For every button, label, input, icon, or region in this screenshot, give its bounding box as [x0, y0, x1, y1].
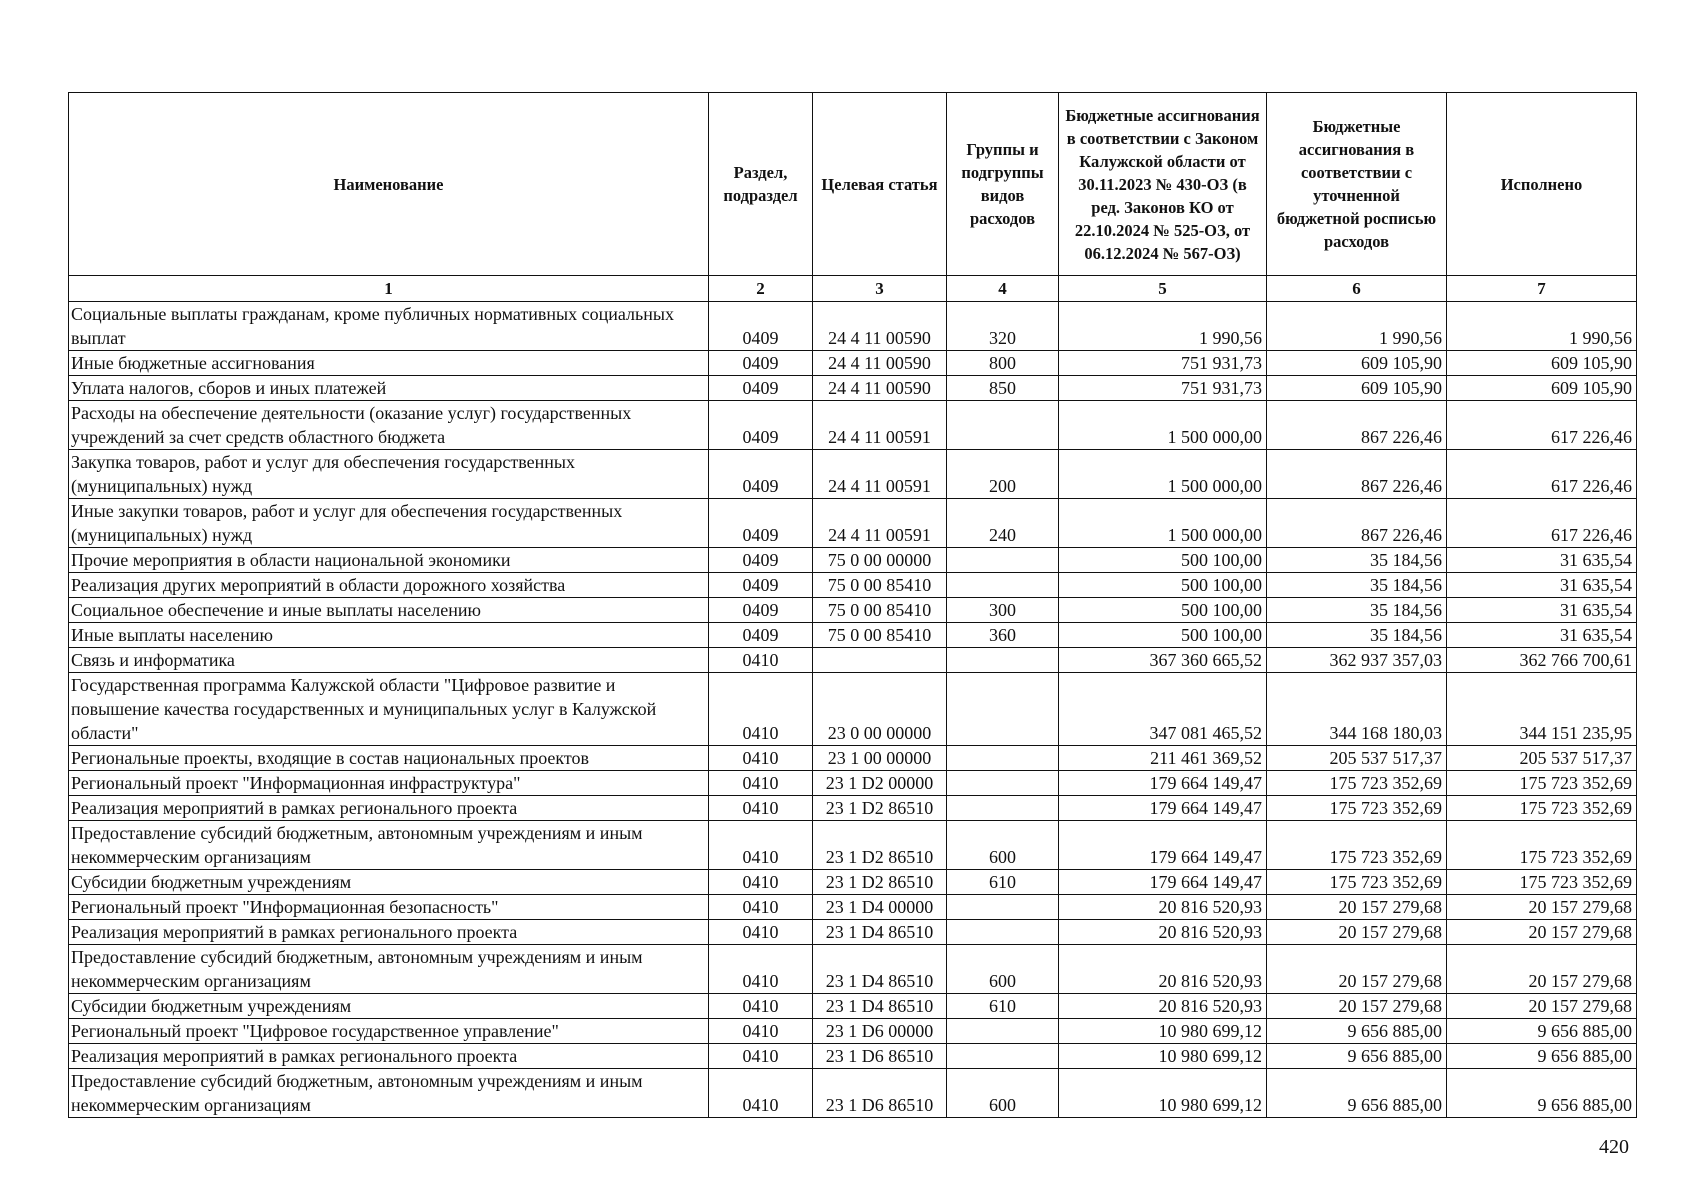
row-section: 0410: [709, 895, 813, 920]
row-target-article: 24 4 11 00590: [813, 302, 947, 351]
row-section: 0410: [709, 771, 813, 796]
row-executed: 31 635,54: [1447, 623, 1637, 648]
row-name: Предоставление субсидий бюджетным, автономным учреждениям и иным некоммерческим организациям: [69, 821, 709, 870]
row-law-allocation: 179 664 149,47: [1059, 821, 1267, 870]
row-refined-allocation: 175 723 352,69: [1267, 796, 1447, 821]
page-number: 420: [1599, 1136, 1629, 1158]
row-name: Субсидии бюджетным учреждениям: [69, 870, 709, 895]
row-target-article: 23 1 D2 00000: [813, 771, 947, 796]
table-row: [69, 796, 1637, 821]
row-section: 0409: [709, 351, 813, 376]
row-expense-group: [947, 796, 1059, 821]
row-executed: 9 656 885,00: [1447, 1069, 1637, 1118]
row-law-allocation: 179 664 149,47: [1059, 796, 1267, 821]
row-target-article: 24 4 11 00590: [813, 376, 947, 401]
row-expense-group: 610: [947, 994, 1059, 1019]
row-name: Прочие мероприятия в области национальной экономики: [69, 548, 709, 573]
table-row: [69, 870, 1637, 895]
row-refined-allocation: 9 656 885,00: [1267, 1019, 1447, 1044]
row-expense-group: 850: [947, 376, 1059, 401]
row-law-allocation: 1 500 000,00: [1059, 450, 1267, 499]
row-law-allocation: 20 816 520,93: [1059, 920, 1267, 945]
row-name: Связь и информатика: [69, 648, 709, 673]
row-name: Реализация других мероприятий в области дорожного хозяйства: [69, 573, 709, 598]
row-target-article: 23 1 D2 86510: [813, 821, 947, 870]
row-refined-allocation: 9 656 885,00: [1267, 1044, 1447, 1069]
column-number: 6: [1267, 276, 1447, 302]
table-row: [69, 1044, 1637, 1069]
row-expense-group: [947, 401, 1059, 450]
table-row: [69, 1069, 1637, 1118]
table-row: [69, 598, 1637, 623]
table-row: [69, 994, 1637, 1019]
row-target-article: 23 1 D2 86510: [813, 796, 947, 821]
table-row: [69, 945, 1637, 994]
row-name: Реализация мероприятий в рамках регионального проекта: [69, 796, 709, 821]
row-expense-group: [947, 895, 1059, 920]
column-number: 1: [69, 276, 709, 302]
row-expense-group: 600: [947, 945, 1059, 994]
row-law-allocation: 1 500 000,00: [1059, 401, 1267, 450]
table-row: [69, 376, 1637, 401]
row-law-allocation: 10 980 699,12: [1059, 1019, 1267, 1044]
table-row: [69, 302, 1637, 351]
row-target-article: 23 1 D4 86510: [813, 994, 947, 1019]
row-executed: 31 635,54: [1447, 573, 1637, 598]
table-row: [69, 771, 1637, 796]
row-name: Социальные выплаты гражданам, кроме публичных нормативных социальных выплат: [69, 302, 709, 351]
row-law-allocation: 751 931,73: [1059, 351, 1267, 376]
row-law-allocation: 1 990,56: [1059, 302, 1267, 351]
row-executed: 9 656 885,00: [1447, 1044, 1637, 1069]
table-row: [69, 450, 1637, 499]
row-name: Государственная программа Калужской области "Цифровое развитие и повышение качества государственных и муниципальных услуг в Калужской области": [69, 673, 709, 746]
column-number: 4: [947, 276, 1059, 302]
row-expense-group: [947, 746, 1059, 771]
row-executed: 31 635,54: [1447, 598, 1637, 623]
row-section: 0410: [709, 1069, 813, 1118]
row-section: 0410: [709, 648, 813, 673]
row-expense-group: [947, 1044, 1059, 1069]
row-section: 0409: [709, 573, 813, 598]
row-name: Предоставление субсидий бюджетным, автономным учреждениям и иным некоммерческим организациям: [69, 945, 709, 994]
column-number: 2: [709, 276, 813, 302]
row-expense-group: [947, 648, 1059, 673]
row-expense-group: 240: [947, 499, 1059, 548]
row-section: 0409: [709, 450, 813, 499]
row-name: Региональный проект "Информационная инфраструктура": [69, 771, 709, 796]
row-target-article: 75 0 00 00000: [813, 548, 947, 573]
table-row: [69, 401, 1637, 450]
row-law-allocation: 1 500 000,00: [1059, 499, 1267, 548]
row-name: Иные закупки товаров, работ и услуг для обеспечения государственных (муниципальных) нужд: [69, 499, 709, 548]
row-law-allocation: 20 816 520,93: [1059, 945, 1267, 994]
row-refined-allocation: 175 723 352,69: [1267, 821, 1447, 870]
table-row: [69, 548, 1637, 573]
row-section: 0410: [709, 796, 813, 821]
row-section: 0409: [709, 376, 813, 401]
row-executed: 344 151 235,95: [1447, 673, 1637, 746]
row-executed: 9 656 885,00: [1447, 1019, 1637, 1044]
row-name: Социальное обеспечение и иные выплаты населению: [69, 598, 709, 623]
row-section: 0410: [709, 673, 813, 746]
row-name: Региональные проекты, входящие в состав национальных проектов: [69, 746, 709, 771]
row-executed: 175 723 352,69: [1447, 796, 1637, 821]
row-law-allocation: 179 664 149,47: [1059, 870, 1267, 895]
row-law-allocation: 500 100,00: [1059, 598, 1267, 623]
row-executed: 609 105,90: [1447, 351, 1637, 376]
row-expense-group: 300: [947, 598, 1059, 623]
row-refined-allocation: 867 226,46: [1267, 499, 1447, 548]
row-target-article: 23 0 00 00000: [813, 673, 947, 746]
row-law-allocation: 500 100,00: [1059, 573, 1267, 598]
row-target-article: 75 0 00 85410: [813, 598, 947, 623]
row-name: Региональный проект "Информационная безопасность": [69, 895, 709, 920]
row-expense-group: [947, 771, 1059, 796]
row-section: 0409: [709, 598, 813, 623]
row-refined-allocation: 175 723 352,69: [1267, 870, 1447, 895]
row-target-article: 24 4 11 00590: [813, 351, 947, 376]
row-refined-allocation: 867 226,46: [1267, 401, 1447, 450]
table-header: [69, 93, 1637, 302]
row-section: 0410: [709, 994, 813, 1019]
row-executed: 362 766 700,61: [1447, 648, 1637, 673]
row-section: 0409: [709, 499, 813, 548]
row-law-allocation: 500 100,00: [1059, 548, 1267, 573]
row-executed: 1 990,56: [1447, 302, 1637, 351]
header-target-article: Целевая статья: [813, 93, 947, 276]
row-section: 0410: [709, 920, 813, 945]
header-section: Раздел, подраздел: [709, 93, 813, 276]
row-section: 0409: [709, 302, 813, 351]
row-name: Региональный проект "Цифровое государственное управление": [69, 1019, 709, 1044]
table-row: [69, 648, 1637, 673]
table-row: [69, 351, 1637, 376]
row-law-allocation: 500 100,00: [1059, 623, 1267, 648]
row-target-article: [813, 648, 947, 673]
row-target-article: 75 0 00 85410: [813, 623, 947, 648]
header-executed: Исполнено: [1447, 93, 1637, 276]
row-refined-allocation: 609 105,90: [1267, 351, 1447, 376]
row-law-allocation: 10 980 699,12: [1059, 1069, 1267, 1118]
row-expense-group: 320: [947, 302, 1059, 351]
row-target-article: 23 1 D6 86510: [813, 1044, 947, 1069]
row-section: 0409: [709, 548, 813, 573]
row-section: 0410: [709, 870, 813, 895]
table-row: [69, 673, 1637, 746]
row-section: 0409: [709, 401, 813, 450]
row-target-article: 23 1 D4 86510: [813, 945, 947, 994]
header-refined-allocations: Бюджетные ассигнования в соответствии с уточненной бюджетной росписью расходов: [1267, 93, 1447, 276]
row-executed: 617 226,46: [1447, 450, 1637, 499]
table-row: [69, 1019, 1637, 1044]
table-row: [69, 746, 1637, 771]
row-refined-allocation: 205 537 517,37: [1267, 746, 1447, 771]
row-target-article: 23 1 D2 86510: [813, 870, 947, 895]
row-refined-allocation: 20 157 279,68: [1267, 994, 1447, 1019]
row-target-article: 23 1 D6 00000: [813, 1019, 947, 1044]
row-refined-allocation: 20 157 279,68: [1267, 945, 1447, 994]
row-executed: 175 723 352,69: [1447, 821, 1637, 870]
table-row: [69, 821, 1637, 870]
column-number: 5: [1059, 276, 1267, 302]
table-body: [69, 302, 1637, 1118]
column-number: 3: [813, 276, 947, 302]
row-law-allocation: 751 931,73: [1059, 376, 1267, 401]
row-refined-allocation: 609 105,90: [1267, 376, 1447, 401]
row-target-article: 23 1 D4 86510: [813, 920, 947, 945]
row-expense-group: 610: [947, 870, 1059, 895]
row-expense-group: 360: [947, 623, 1059, 648]
budget-table: [68, 92, 1637, 1118]
row-executed: 609 105,90: [1447, 376, 1637, 401]
column-number-row: [69, 276, 1637, 302]
table-row: [69, 623, 1637, 648]
row-expense-group: [947, 673, 1059, 746]
row-section: 0410: [709, 1019, 813, 1044]
row-law-allocation: 20 816 520,93: [1059, 994, 1267, 1019]
row-name: Расходы на обеспечение деятельности (оказание услуг) государственных учреждений за счет средств областного бюджета: [69, 401, 709, 450]
row-name: Уплата налогов, сборов и иных платежей: [69, 376, 709, 401]
row-section: 0410: [709, 945, 813, 994]
table-row: [69, 573, 1637, 598]
row-name: Иные бюджетные ассигнования: [69, 351, 709, 376]
row-executed: 20 157 279,68: [1447, 945, 1637, 994]
row-refined-allocation: 20 157 279,68: [1267, 920, 1447, 945]
row-refined-allocation: 35 184,56: [1267, 623, 1447, 648]
table-row: [69, 920, 1637, 945]
row-executed: 617 226,46: [1447, 499, 1637, 548]
row-expense-group: 600: [947, 821, 1059, 870]
row-executed: 175 723 352,69: [1447, 771, 1637, 796]
row-law-allocation: 211 461 369,52: [1059, 746, 1267, 771]
row-expense-group: [947, 573, 1059, 598]
row-target-article: 24 4 11 00591: [813, 499, 947, 548]
row-law-allocation: 10 980 699,12: [1059, 1044, 1267, 1069]
row-executed: 617 226,46: [1447, 401, 1637, 450]
row-refined-allocation: 867 226,46: [1267, 450, 1447, 499]
row-target-article: 24 4 11 00591: [813, 401, 947, 450]
table-row: [69, 499, 1637, 548]
row-expense-group: 800: [947, 351, 1059, 376]
row-refined-allocation: 1 990,56: [1267, 302, 1447, 351]
row-name: Реализация мероприятий в рамках регионального проекта: [69, 1044, 709, 1069]
row-executed: 20 157 279,68: [1447, 895, 1637, 920]
row-refined-allocation: 362 937 357,03: [1267, 648, 1447, 673]
header-law-allocations: Бюджетные ассигнования в соответствии с Законом Калужской области от 30.11.2023 № 430-ОЗ (в ред. Законов КО от 22.10.2024 № 525-ОЗ, от 06.12.2024 № 567-ОЗ): [1059, 93, 1267, 276]
row-refined-allocation: 20 157 279,68: [1267, 895, 1447, 920]
row-refined-allocation: 175 723 352,69: [1267, 771, 1447, 796]
row-law-allocation: 367 360 665,52: [1059, 648, 1267, 673]
row-target-article: 23 1 D6 86510: [813, 1069, 947, 1118]
row-expense-group: [947, 1019, 1059, 1044]
row-executed: 31 635,54: [1447, 548, 1637, 573]
row-executed: 205 537 517,37: [1447, 746, 1637, 771]
row-name: Иные выплаты населению: [69, 623, 709, 648]
column-number: 7: [1447, 276, 1637, 302]
budget-table-container: [68, 92, 1636, 1118]
row-refined-allocation: 35 184,56: [1267, 573, 1447, 598]
row-refined-allocation: 9 656 885,00: [1267, 1069, 1447, 1118]
row-target-article: 23 1 00 00000: [813, 746, 947, 771]
row-law-allocation: 20 816 520,93: [1059, 895, 1267, 920]
row-section: 0410: [709, 746, 813, 771]
row-refined-allocation: 344 168 180,03: [1267, 673, 1447, 746]
row-target-article: 75 0 00 85410: [813, 573, 947, 598]
row-name: Субсидии бюджетным учреждениям: [69, 994, 709, 1019]
row-section: 0409: [709, 623, 813, 648]
row-executed: 20 157 279,68: [1447, 920, 1637, 945]
table-row: [69, 895, 1637, 920]
row-expense-group: 600: [947, 1069, 1059, 1118]
row-executed: 20 157 279,68: [1447, 994, 1637, 1019]
row-name: Реализация мероприятий в рамках регионального проекта: [69, 920, 709, 945]
row-law-allocation: 179 664 149,47: [1059, 771, 1267, 796]
row-refined-allocation: 35 184,56: [1267, 548, 1447, 573]
row-target-article: 23 1 D4 00000: [813, 895, 947, 920]
row-expense-group: [947, 548, 1059, 573]
row-name: Закупка товаров, работ и услуг для обеспечения государственных (муниципальных) нужд: [69, 450, 709, 499]
row-executed: 175 723 352,69: [1447, 870, 1637, 895]
row-expense-group: 200: [947, 450, 1059, 499]
row-section: 0410: [709, 1044, 813, 1069]
row-target-article: 24 4 11 00591: [813, 450, 947, 499]
row-law-allocation: 347 081 465,52: [1059, 673, 1267, 746]
header-expense-groups: Группы и подгруппы видов расходов: [947, 93, 1059, 276]
row-expense-group: [947, 920, 1059, 945]
row-section: 0410: [709, 821, 813, 870]
row-refined-allocation: 35 184,56: [1267, 598, 1447, 623]
row-name: Предоставление субсидий бюджетным, автономным учреждениям и иным некоммерческим организациям: [69, 1069, 709, 1118]
header-name: Наименование: [69, 93, 709, 276]
header-row: [69, 93, 1637, 276]
